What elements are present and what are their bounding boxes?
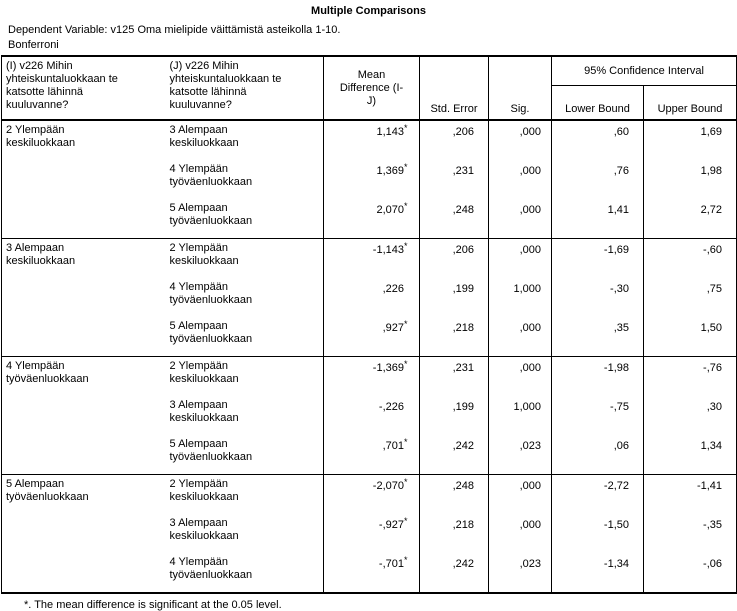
mean-difference-number: -1,369	[372, 362, 404, 374]
sig-value: 1,000	[489, 278, 552, 317]
col-header-lower-bound: Lower Bound	[552, 86, 644, 121]
method-line: Bonferroni	[8, 39, 59, 51]
lower-bound-value: -2,72	[552, 475, 644, 515]
sig-value: ,000	[489, 317, 552, 357]
upper-bound-value: 1,50	[700, 322, 723, 334]
std-error-value: ,242	[420, 553, 489, 593]
lower-bound-value: -,30	[552, 278, 644, 317]
dependent-variable-line: Dependent Variable: v125 Oma mielipide väittämistä asteikolla 1-10.	[8, 24, 341, 36]
header-row-1	[2, 56, 737, 86]
lower-bound-value: -1,34	[552, 553, 644, 593]
table-row	[2, 120, 737, 160]
upper-bound-value: 1,69	[700, 126, 723, 138]
upper-bound-value: -,35	[703, 519, 723, 531]
i-group-label: 4 Ylempään työväenluokkaan	[2, 357, 166, 475]
multiple-comparisons-table	[1, 55, 737, 594]
std-error-value: ,248	[420, 199, 489, 239]
sig-value: ,000	[489, 120, 552, 160]
col-header-sig: Sig.	[489, 56, 552, 120]
lower-bound-value: ,76	[552, 160, 644, 199]
col-header-mean-difference: Mean Difference (I-J)	[324, 56, 420, 120]
mean-difference-value	[324, 160, 420, 199]
std-error-value: ,199	[420, 278, 489, 317]
significance-star: *	[404, 201, 408, 211]
significance-star: *	[404, 241, 408, 251]
col-header-i: (I) v226 Mihin yhteiskuntaluokkaan te katsotte lähinnä kuuluvanne?	[2, 56, 166, 120]
sig-value: ,000	[489, 357, 552, 397]
upper-bound-value: -,60	[644, 239, 737, 279]
table-title: Multiple Comparisons	[311, 5, 426, 17]
mean-difference-value	[324, 553, 420, 593]
lower-bound-value: ,35	[552, 317, 644, 357]
mean-difference-value	[324, 317, 420, 357]
sig-value: ,000	[489, 160, 552, 199]
sig-value: ,023	[489, 553, 552, 593]
j-label: 2 Ylempään keskiluokkaan	[166, 475, 324, 515]
significance-star: *	[404, 555, 408, 565]
j-label: 5 Alempaan työväenluokkaan	[166, 435, 324, 475]
j-label: 3 Alempaan keskiluokkaan	[166, 396, 324, 435]
lower-bound-value: -1,69	[552, 239, 644, 279]
mean-difference-value	[324, 278, 420, 317]
mean-difference-value	[324, 120, 420, 160]
j-label: 3 Alempaan keskiluokkaan	[166, 120, 324, 160]
significance-star: *	[404, 516, 408, 526]
lower-bound-value: ,06	[552, 435, 644, 475]
significance-star: *	[404, 477, 408, 487]
j-label: 4 Ylempään työväenluokkaan	[166, 160, 324, 199]
mean-difference-number: -1,143	[372, 244, 404, 256]
mean-difference-value	[324, 475, 420, 515]
mean-difference-value	[324, 239, 420, 279]
std-error-value: ,231	[420, 160, 489, 199]
std-error-value: ,242	[420, 435, 489, 475]
std-error-value: ,199	[420, 396, 489, 435]
upper-bound-value: ,75	[706, 283, 723, 295]
j-label: 2 Ylempään keskiluokkaan	[166, 357, 324, 397]
mean-difference-value	[324, 396, 420, 435]
sig-value: ,000	[489, 199, 552, 239]
mean-difference-number: ,701	[382, 440, 404, 452]
std-error-value: ,206	[420, 239, 489, 279]
j-label: 4 Ylempään työväenluokkaan	[166, 553, 324, 593]
significance-star: *	[404, 162, 408, 172]
sig-value: ,000	[489, 475, 552, 515]
significance-star: *	[404, 437, 408, 447]
i-group-label: 2 Ylempään keskiluokkaan	[6, 124, 76, 149]
mean-difference-number: -2,070	[372, 480, 404, 492]
mean-difference-number: 2,070	[376, 204, 404, 216]
upper-bound-value: 1,34	[700, 440, 723, 452]
mean-difference-number: 1,369	[376, 165, 404, 177]
upper-bound-value: 1,98	[700, 165, 723, 177]
mean-difference-number: -,226	[378, 401, 404, 413]
std-error-value: ,231	[420, 357, 489, 397]
mean-difference-number: 1,143	[376, 126, 404, 138]
lower-bound-value: ,60	[552, 120, 644, 160]
table-row	[2, 357, 737, 397]
table-row	[2, 239, 737, 279]
upper-bound-value: -,06	[703, 558, 723, 570]
mean-difference-number: -,927	[378, 519, 404, 531]
sig-value: ,000	[489, 239, 552, 279]
std-error-value: ,218	[420, 514, 489, 553]
significance-star: *	[404, 359, 408, 369]
mean-difference-value	[324, 357, 420, 397]
significance-star: *	[404, 123, 408, 133]
j-label: 2 Ylempään keskiluokkaan	[166, 239, 324, 279]
j-label: 3 Alempaan keskiluokkaan	[166, 514, 324, 553]
j-label: 5 Alempaan työväenluokkaan	[166, 317, 324, 357]
j-label: 4 Ylempään työväenluokkaan	[166, 278, 324, 317]
i-group-label: 5 Alempaan työväenluokkaan	[2, 475, 166, 594]
mean-difference-number: ,226	[382, 283, 404, 295]
j-label: 5 Alempaan työväenluokkaan	[166, 199, 324, 239]
col-header-j: (J) v226 Mihin yhteiskuntaluokkaan te katsotte lähinnä kuuluvanne?	[166, 56, 324, 120]
table-row	[2, 475, 737, 515]
mean-difference-number: -,701	[378, 558, 404, 570]
mean-difference-value	[324, 199, 420, 239]
std-error-value: ,218	[420, 317, 489, 357]
lower-bound-value: 1,41	[552, 199, 644, 239]
sig-value: 1,000	[489, 396, 552, 435]
col-header-upper-bound: Upper Bound	[644, 86, 737, 121]
significance-star: *	[404, 319, 408, 329]
lower-bound-value: -1,50	[552, 514, 644, 553]
std-error-value: ,206	[420, 120, 489, 160]
mean-difference-value	[324, 514, 420, 553]
sig-value: ,023	[489, 435, 552, 475]
col-header-confidence-interval: 95% Confidence Interval	[552, 56, 737, 86]
col-header-std-error: Std. Error	[420, 56, 489, 120]
i-group-label: 3 Alempaan keskiluokkaan	[2, 239, 166, 357]
upper-bound-value: -,76	[644, 357, 737, 397]
mean-difference-value	[324, 435, 420, 475]
upper-bound-value: 2,72	[700, 204, 723, 216]
significance-footnote: *. The mean difference is significant at the 0.05 level.	[24, 599, 282, 611]
mean-difference-number: ,927	[382, 322, 404, 334]
lower-bound-value: -1,98	[552, 357, 644, 397]
std-error-value: ,248	[420, 475, 489, 515]
lower-bound-value: -,75	[552, 396, 644, 435]
sig-value: ,000	[489, 514, 552, 553]
upper-bound-value: ,30	[706, 401, 723, 413]
upper-bound-value: -1,41	[644, 475, 737, 515]
